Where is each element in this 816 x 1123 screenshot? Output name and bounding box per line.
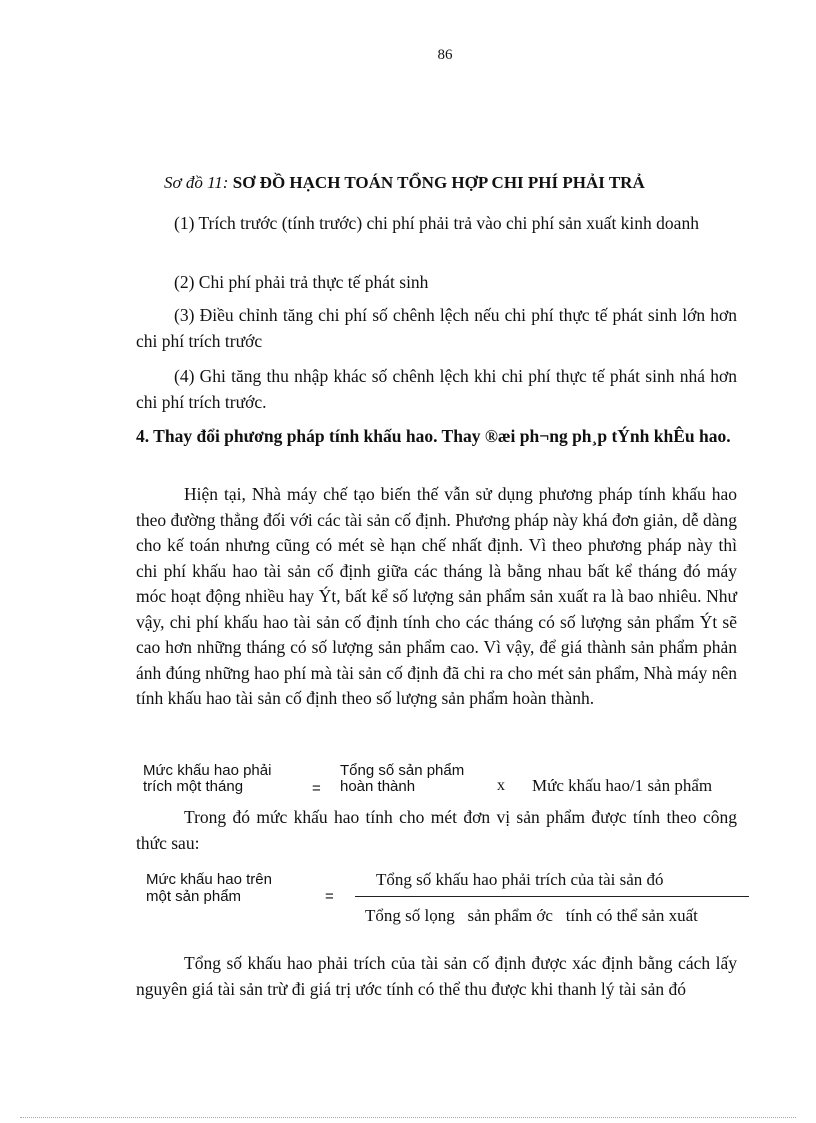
formula-1-lhs-line1: Mức khấu hao phải [143,762,272,779]
formula-2-denominator: Tổng số lọng sản phẩm ớc tính có thể sản xuất [365,906,698,925]
formula-1-lhs-line2: trích một tháng [143,778,244,795]
page-number: 86 [437,47,453,63]
list-item-3: (3) Điều chỉnh tăng chi phí số chênh lệch nếu chi phí thực tế phát sinh lớn hơn chi phí trích trước [136,305,737,351]
paragraph-1: Hiện tại, Nhà máy chế tạo biến thế vẫn sử dụng phương pháp tính khấu hao theo đường thẳng đối với các tài sản cố định. Phương pháp này khá đơn giản, dễ dàng cho kế toán nhưng cũng có mét sè hạn chế nhất định. Vì theo phương pháp này thì chi phí khấu hao tài sản cố định giữa các tháng là bằng nhau bất kể tháng đó máy móc hoạt động nhiều hay Ýt, bất kể số lượng sản phẩm sản xuất ra là bao nhiêu. Như vậy, chi phí khấu hao tài sản cố định tính cho các tháng có số lượng sản phẩm Ýt sẽ cao hơn những tháng có số lượng sản phẩm cao. Vì vậy, để giá thành sản phẩm phản ánh đúng những hao phí mà tài sản cố định đã chi ra cho mét sản phẩm, Nhà máy nên tính khấu hao tài sản cố định theo số lượng sản phẩm hoàn thành. [136,484,737,708]
formula-2-equals: = [325,888,334,905]
formula-1-times: x [497,777,505,794]
section-heading: 4. Thay đổi phương pháp tính khấu hao. Thay ®æi ph¬ng ph¸p tÝnh khÊu hao. [136,426,731,446]
formula-2-lhs-line1: Mức khấu hao trên [146,871,272,888]
list-item-2: (2) Chi phí phải trả thực tế phát sinh [174,272,429,292]
formula-2-numerator: Tổng số khấu hao phải trích của tài sản đó [376,870,664,889]
formula-2-lhs-line2: một sản phẩm [146,888,242,905]
list-item-1: (1) Trích trước (tính trước) chi phí phải trả vào chi phí sản xuất kinh doanh [174,213,699,233]
formula-1-equals: = [312,780,321,797]
formula-1-term-line2: hoàn thành [340,778,416,795]
fraction-line [355,896,749,897]
diagram-title [164,173,645,193]
page-bottom-rule [20,1117,796,1118]
diagram-title-main: SƠ ĐỒ HẠCH TOÁN TỔNG HỢP CHI PHÍ PHẢI TRẢ [232,173,645,192]
formula-1-rhs: Mức khấu hao/1 sản phẩm [532,776,713,795]
formula-1-term-line1: Tổng số sản phẩm [340,762,465,779]
diagram-title-prefix: Sơ đồ 11: [164,173,229,192]
paragraph-2: Trong đó mức khấu hao tính cho mét đơn vị sản phẩm được tính theo công thức sau: [136,807,737,853]
list-item-4: (4) Ghi tăng thu nhập khác số chênh lệch khi chi phí thực tế phát sinh nhá hơn chi phí trích trước. [136,366,737,412]
paragraph-3: Tổng số khấu hao phải trích của tài sản cố định được xác định bằng cách lấy nguyên giá tài sản trừ đi giá trị ước tính có thể thu được khi thanh lý tài sản đó [136,953,737,999]
